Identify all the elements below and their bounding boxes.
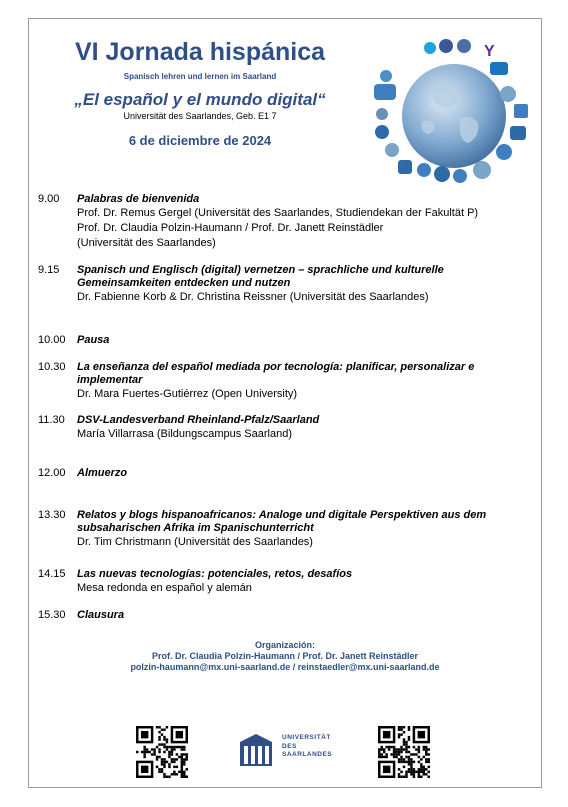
wifi-icon bbox=[514, 104, 528, 118]
event-title: VI Jornada hispánica bbox=[74, 38, 326, 66]
phone-icon bbox=[453, 169, 467, 183]
event-subtitle: Spanisch lehren und lernen im Saarland bbox=[123, 72, 277, 81]
program-details bbox=[77, 509, 517, 550]
program-speaker-line: Mesa redonda en español y alemán bbox=[77, 582, 252, 594]
program-speaker-line: María Villarrasa (Bildungscampus Saarland) bbox=[77, 428, 293, 440]
dropbox-icon bbox=[375, 125, 389, 139]
program-details bbox=[77, 334, 517, 347]
program-time: 15.30 bbox=[38, 609, 66, 621]
program-time: 12.00 bbox=[38, 467, 66, 479]
program-time: 9.00 bbox=[38, 193, 60, 205]
organization-heading: Organización: bbox=[254, 640, 315, 650]
event-date: 6 de diciembre de 2024 bbox=[128, 133, 272, 148]
program-title: Almuerzo bbox=[77, 467, 128, 479]
video-icon bbox=[490, 62, 508, 75]
program-details bbox=[77, 264, 517, 305]
program-details bbox=[77, 568, 517, 596]
program-details bbox=[77, 361, 517, 402]
program-speaker-line: Dr. Fabienne Korb & Dr. Christina Reissner (Universität des Saarlandes) bbox=[77, 291, 429, 303]
university-name-line2: DES bbox=[282, 742, 297, 750]
program-title: Relatos y blogs hispanoafricanos: Analoge und digitale Perspektiven aus dem subsaharischen Afrika im Spanischunterricht bbox=[77, 509, 487, 534]
google-plus-icon bbox=[385, 143, 399, 157]
program-time: 11.30 bbox=[38, 414, 65, 426]
program-title: Spanisch und Englisch (digital) vernetzen – sprachliche und kulturelle Gemeinsamkeiten entdecken und nutzen bbox=[77, 264, 444, 289]
network-icon bbox=[473, 161, 491, 179]
program-title: Pausa bbox=[77, 334, 110, 346]
program-title: Clausura bbox=[77, 609, 125, 621]
program-details bbox=[77, 193, 517, 251]
android-icon bbox=[500, 86, 516, 102]
program-details bbox=[77, 467, 517, 480]
organization-block bbox=[40, 640, 530, 673]
qr-code-left bbox=[136, 726, 188, 778]
university-name-line3: SAARLANDES bbox=[282, 751, 333, 758]
yahoo-icon: Y bbox=[484, 43, 495, 60]
event-theme: „El español y el mundo digital“ bbox=[74, 90, 326, 109]
program-title: Palabras de bienvenida bbox=[77, 193, 200, 205]
program-speaker-line: Dr. Tim Christmann (Universität des Saarlandes) bbox=[77, 536, 313, 548]
youtube-icon bbox=[374, 84, 396, 100]
organization-emails: polzin-haumann@mx.uni-saarland.de / reinstaedler@mx.uni-saarland.de bbox=[130, 662, 440, 672]
program-time: 9.15 bbox=[38, 264, 60, 276]
digital-globe-illustration bbox=[372, 34, 532, 186]
program-speaker-line: Dr. Mara Fuertes-Gutiérrez (Open University) bbox=[77, 388, 298, 400]
program-time: 14.15 bbox=[38, 568, 66, 580]
program-title: DSV-Landesverband Rheinland-Pfalz/Saarland bbox=[77, 414, 320, 426]
share-icon bbox=[417, 163, 431, 177]
qr-code-right bbox=[378, 726, 430, 778]
program-time: 10.00 bbox=[38, 334, 66, 346]
twitter-icon bbox=[380, 70, 392, 82]
search-icon bbox=[457, 39, 471, 53]
instagram-icon bbox=[398, 160, 412, 174]
university-seal-icon bbox=[234, 728, 278, 772]
windows-icon bbox=[510, 126, 526, 140]
program-speaker-line: Prof. Dr. Remus Gergel (Universität des Saarlandes, Studiendekan der Fakultät P) bbox=[77, 207, 479, 219]
program-speaker-line: (Universität des Saarlandes) bbox=[77, 237, 216, 249]
program-title: Las nuevas tecnologías: potenciales, retos, desafíos bbox=[77, 568, 353, 580]
university-name bbox=[282, 734, 332, 760]
dollar-icon bbox=[434, 166, 450, 182]
program-time: 10.30 bbox=[38, 361, 66, 373]
program-details bbox=[77, 414, 517, 442]
globe-icon bbox=[402, 64, 506, 168]
facebook-icon bbox=[439, 39, 453, 53]
program-time: 13.30 bbox=[38, 509, 66, 521]
program-details bbox=[77, 609, 517, 622]
program-speaker-line: Prof. Dr. Claudia Polzin-Haumann / Prof. Dr. Janett Reinstädler bbox=[77, 222, 384, 234]
event-venue: Universität des Saarlandes, Geb. E1 7 bbox=[123, 111, 277, 121]
skype-icon bbox=[424, 42, 436, 54]
program-title: La enseñanza del español mediada por tecnología: planificar, personalizar e implementar bbox=[77, 361, 475, 386]
university-name-line1: UNIVERSITÄT bbox=[282, 734, 331, 741]
organization-names: Prof. Dr. Claudia Polzin-Haumann / Prof. Dr. Janett Reinstädler bbox=[151, 651, 419, 661]
music-icon bbox=[376, 108, 388, 120]
rss-icon bbox=[496, 144, 512, 160]
